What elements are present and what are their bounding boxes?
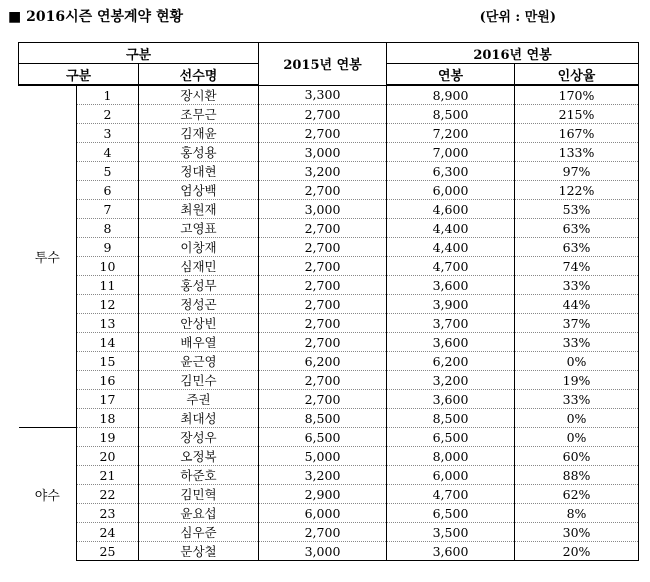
salary-2015: 2,700 (259, 390, 387, 409)
table-row (19, 504, 639, 523)
raise-rate: 33% (515, 390, 639, 409)
row-number: 1 (77, 85, 139, 105)
raise-rate: 133% (515, 143, 639, 162)
salary-2015: 2,700 (259, 181, 387, 200)
player-name: 홍성무 (139, 276, 259, 295)
unit-note: (단위 : 만원) (479, 10, 556, 25)
table-row (19, 371, 639, 390)
salary-2016: 8,900 (387, 85, 515, 105)
player-name: 장성우 (139, 428, 259, 447)
header-salary-2015: 2015년 연봉 (259, 43, 387, 86)
player-name: 최대성 (139, 409, 259, 428)
raise-rate: 44% (515, 295, 639, 314)
salary-2015: 2,700 (259, 523, 387, 542)
salary-2015: 2,700 (259, 257, 387, 276)
salary-2016: 3,600 (387, 333, 515, 352)
salary-2015: 2,700 (259, 371, 387, 390)
table-row (19, 219, 639, 238)
player-name: 하준호 (139, 466, 259, 485)
row-number: 22 (77, 485, 139, 504)
salary-2016: 4,400 (387, 238, 515, 257)
header-salary-2016-group: 2016년 연봉 (387, 43, 639, 64)
raise-rate: 8% (515, 504, 639, 523)
row-number: 18 (77, 409, 139, 428)
row-number: 2 (77, 105, 139, 124)
salary-2015: 3,000 (259, 542, 387, 561)
salary-2015: 3,300 (259, 85, 387, 105)
table-row (19, 333, 639, 352)
row-number: 6 (77, 181, 139, 200)
row-number: 15 (77, 352, 139, 371)
raise-rate: 167% (515, 124, 639, 143)
salary-2015: 2,700 (259, 219, 387, 238)
salary-2016: 7,000 (387, 143, 515, 162)
raise-rate: 122% (515, 181, 639, 200)
raise-rate: 30% (515, 523, 639, 542)
salary-2016: 4,700 (387, 485, 515, 504)
salary-2015: 3,200 (259, 162, 387, 181)
salary-2015: 2,700 (259, 276, 387, 295)
table-row (19, 276, 639, 295)
table-row (19, 542, 639, 561)
table-row (19, 352, 639, 371)
table-row (19, 523, 639, 542)
raise-rate: 63% (515, 219, 639, 238)
salary-table (18, 42, 639, 561)
row-number: 24 (77, 523, 139, 542)
table-row (19, 409, 639, 428)
player-name: 김재윤 (139, 124, 259, 143)
row-number: 16 (77, 371, 139, 390)
table-row (19, 466, 639, 485)
table-row (19, 238, 639, 257)
table-row (19, 124, 639, 143)
salary-2015: 8,500 (259, 409, 387, 428)
salary-2016: 3,600 (387, 390, 515, 409)
salary-2015: 2,700 (259, 314, 387, 333)
table-row (19, 428, 639, 447)
raise-rate: 63% (515, 238, 639, 257)
salary-2016: 7,200 (387, 124, 515, 143)
player-name: 엄상백 (139, 181, 259, 200)
salary-2016: 6,300 (387, 162, 515, 181)
table-row (19, 143, 639, 162)
raise-rate: 33% (515, 276, 639, 295)
salary-2015: 3,000 (259, 200, 387, 219)
row-number: 25 (77, 542, 139, 561)
salary-2016: 4,700 (387, 257, 515, 276)
table-row (19, 314, 639, 333)
salary-2015: 6,200 (259, 352, 387, 371)
header-raise-rate: 인상율 (515, 64, 639, 86)
salary-2016: 6,000 (387, 466, 515, 485)
salary-2015: 2,700 (259, 238, 387, 257)
row-number: 11 (77, 276, 139, 295)
table-body (19, 85, 639, 561)
row-number: 23 (77, 504, 139, 523)
player-name: 윤근영 (139, 352, 259, 371)
raise-rate: 19% (515, 371, 639, 390)
header-player: 선수명 (139, 64, 259, 86)
salary-2015: 6,000 (259, 504, 387, 523)
player-name: 김민수 (139, 371, 259, 390)
raise-rate: 74% (515, 257, 639, 276)
player-name: 문상철 (139, 542, 259, 561)
row-number: 9 (77, 238, 139, 257)
player-name: 조무근 (139, 105, 259, 124)
player-name: 주권 (139, 390, 259, 409)
salary-2015: 5,000 (259, 447, 387, 466)
player-name: 최원재 (139, 200, 259, 219)
player-name: 심우준 (139, 523, 259, 542)
salary-2016: 6,200 (387, 352, 515, 371)
group-label-fielder: 야수 (19, 428, 77, 561)
row-number: 21 (77, 466, 139, 485)
salary-2016: 3,900 (387, 295, 515, 314)
row-number: 7 (77, 200, 139, 219)
row-number: 4 (77, 143, 139, 162)
raise-rate: 0% (515, 428, 639, 447)
raise-rate: 60% (515, 447, 639, 466)
row-number: 3 (77, 124, 139, 143)
salary-2016: 3,600 (387, 276, 515, 295)
row-number: 13 (77, 314, 139, 333)
salary-2016: 8,000 (387, 447, 515, 466)
salary-2016: 4,600 (387, 200, 515, 219)
raise-rate: 53% (515, 200, 639, 219)
raise-rate: 88% (515, 466, 639, 485)
salary-2015: 2,700 (259, 124, 387, 143)
row-number: 17 (77, 390, 139, 409)
table-row (19, 390, 639, 409)
header-salary-2016: 연봉 (387, 64, 515, 86)
table-row (19, 257, 639, 276)
table-row (19, 162, 639, 181)
player-name: 홍성용 (139, 143, 259, 162)
raise-rate: 0% (515, 409, 639, 428)
raise-rate: 62% (515, 485, 639, 504)
salary-2016: 6,000 (387, 181, 515, 200)
salary-2015: 2,700 (259, 295, 387, 314)
table-row (19, 85, 639, 105)
salary-2016: 6,500 (387, 428, 515, 447)
page-title: ■ 2016시즌 연봉계약 현황 (8, 9, 184, 25)
salary-2015: 2,700 (259, 105, 387, 124)
table-row (19, 181, 639, 200)
table-row (19, 200, 639, 219)
salary-2016: 3,200 (387, 371, 515, 390)
player-name: 정대현 (139, 162, 259, 181)
raise-rate: 97% (515, 162, 639, 181)
player-name: 심재민 (139, 257, 259, 276)
salary-2016: 4,400 (387, 219, 515, 238)
row-number: 14 (77, 333, 139, 352)
row-number: 19 (77, 428, 139, 447)
player-name: 오정복 (139, 447, 259, 466)
table-row (19, 447, 639, 466)
raise-rate: 33% (515, 333, 639, 352)
salary-2015: 2,700 (259, 333, 387, 352)
player-name: 이창재 (139, 238, 259, 257)
salary-2015: 6,500 (259, 428, 387, 447)
row-number: 8 (77, 219, 139, 238)
player-name: 고영표 (139, 219, 259, 238)
table-row (19, 105, 639, 124)
player-name: 윤요섭 (139, 504, 259, 523)
table-row (19, 485, 639, 504)
player-name: 정성곤 (139, 295, 259, 314)
raise-rate: 215% (515, 105, 639, 124)
player-name: 김민혁 (139, 485, 259, 504)
row-number: 12 (77, 295, 139, 314)
salary-2015: 3,000 (259, 143, 387, 162)
raise-rate: 170% (515, 85, 639, 105)
player-name: 안상빈 (139, 314, 259, 333)
row-number: 20 (77, 447, 139, 466)
row-number: 5 (77, 162, 139, 181)
salary-2015: 2,900 (259, 485, 387, 504)
salary-2016: 6,500 (387, 504, 515, 523)
player-name: 배우열 (139, 333, 259, 352)
salary-2016: 3,500 (387, 523, 515, 542)
row-number: 10 (77, 257, 139, 276)
player-name: 장시환 (139, 85, 259, 105)
header-sub-category: 구분 (19, 64, 139, 86)
raise-rate: 37% (515, 314, 639, 333)
salary-2016: 8,500 (387, 409, 515, 428)
salary-2015: 3,200 (259, 466, 387, 485)
table-row (19, 295, 639, 314)
salary-2016: 8,500 (387, 105, 515, 124)
raise-rate: 20% (515, 542, 639, 561)
raise-rate: 0% (515, 352, 639, 371)
header-category: 구분 (19, 43, 259, 64)
salary-2016: 3,700 (387, 314, 515, 333)
salary-2016: 3,600 (387, 542, 515, 561)
group-label-pitcher: 투수 (19, 85, 77, 428)
